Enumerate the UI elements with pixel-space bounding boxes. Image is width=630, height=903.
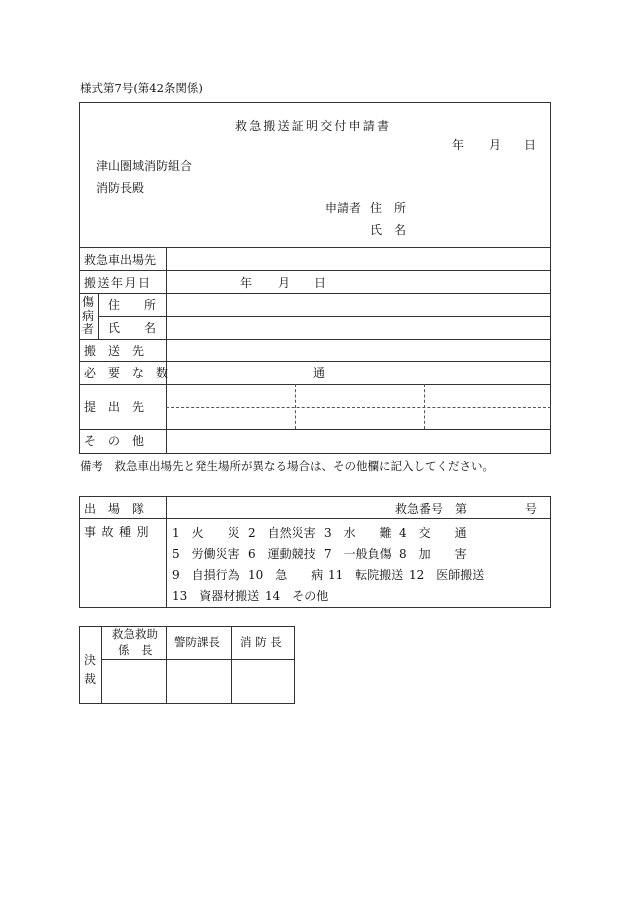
date-year: 年	[452, 138, 465, 152]
label-dispatch-unit: 出 場 隊	[84, 502, 145, 516]
category-6: 6 運動競技	[248, 547, 316, 561]
category-4: 4 交 通	[399, 526, 467, 540]
form-number: 様式第7号(第42条関係)	[80, 81, 203, 95]
approval-col-defense-chief: 警防課長	[174, 635, 220, 649]
category-5: 5 労働災害	[172, 547, 240, 561]
label-approval: 決裁	[83, 653, 96, 686]
category-1: 1 火 災	[172, 526, 240, 540]
category-3: 3 水 難	[324, 526, 392, 540]
form-title: 救急搬送証明交付申請書	[235, 119, 392, 133]
category-10: 10 急 病	[248, 568, 324, 582]
category-2: 2 自然災害	[248, 526, 316, 540]
remarks-note: 備考 救急車出場先と発生場所が異なる場合は、その他欄に記入してください。	[80, 459, 494, 473]
transport-year: 年	[240, 276, 253, 290]
label-injured-address: 住 所	[108, 298, 157, 312]
category-8: 8 加 害	[399, 547, 467, 561]
label-transport-date: 搬送年月日	[84, 276, 152, 290]
applicant-name-label: 氏 名	[370, 223, 407, 237]
category-13: 13 資器材搬送	[172, 589, 260, 603]
approval-col-fire-chief: 消 防 長	[240, 635, 282, 649]
addressee-chief: 消防長殿	[96, 181, 145, 195]
emergency-number-unit: 号	[525, 502, 538, 516]
date-month: 月	[489, 138, 502, 152]
applicant-address-label: 住 所	[370, 201, 407, 215]
addressee-org: 津山圏域消防組合	[96, 159, 193, 173]
label-emergency-number: 救急番号 第	[395, 502, 468, 516]
label-other: そ の 他	[84, 434, 145, 448]
approval-col-rescue-chief-line2: 係 長	[118, 643, 153, 657]
label-destination: 搬 送 先	[84, 344, 145, 358]
label-submit-to: 提 出 先	[84, 400, 145, 414]
category-9: 9 自損行為	[172, 568, 240, 582]
label-injured-name: 氏 名	[108, 321, 157, 335]
transport-day: 日	[314, 276, 327, 290]
quantity-unit: 通	[313, 366, 326, 380]
label-accident-type: 事故種別	[84, 525, 155, 539]
approval-col-rescue-chief-line1: 救急救助	[112, 627, 158, 641]
category-11: 11 転院搬送	[328, 568, 404, 582]
category-7: 7 一般負傷	[324, 547, 392, 561]
date-day: 日	[524, 138, 537, 152]
label-injured: 傷病者	[81, 295, 94, 336]
category-14: 14 その他	[265, 589, 329, 603]
label-dispatch-location: 救急車出場先	[84, 253, 157, 267]
label-quantity: 必 要 な 数	[84, 366, 169, 380]
transport-month: 月	[278, 276, 291, 290]
applicant-label: 申請者	[325, 201, 362, 215]
category-12: 12 医師搬送	[409, 568, 485, 582]
